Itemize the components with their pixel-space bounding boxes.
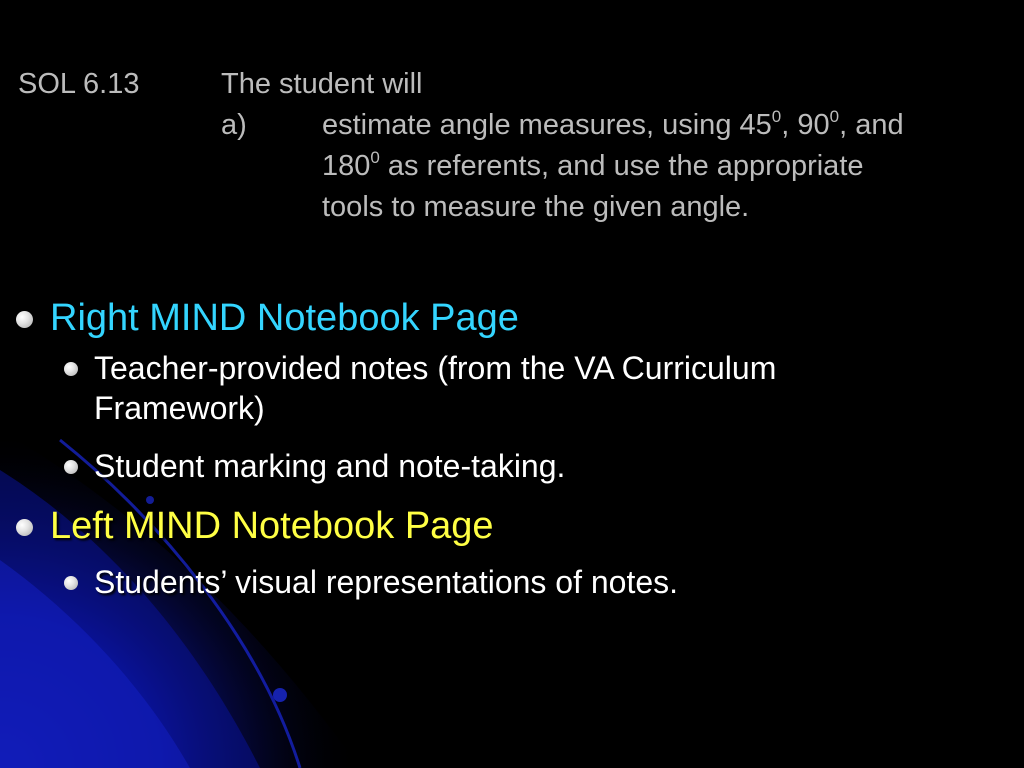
- bullet-left-notebook: [14, 504, 954, 548]
- subbullet-teacher-notes: [14, 348, 954, 428]
- sol-intro: The student will: [221, 68, 423, 100]
- subbullet-dot-icon: [64, 576, 78, 590]
- bullet-dot-icon: [16, 519, 33, 536]
- bullet-dot-icon: [16, 311, 33, 328]
- sol-code: SOL 6.13: [18, 68, 140, 100]
- subbullet-student-marking: [14, 446, 954, 486]
- subbullet-dot-icon: [64, 362, 78, 376]
- objective-line-2: $180^0$ as referents, and use the appropriate: [322, 148, 864, 182]
- bullet-label: Left MIND Notebook Page: [50, 505, 494, 547]
- subbullet-line: Teacher-provided notes (from the VA Curriculum: [94, 350, 777, 386]
- objective-marker: a): [221, 109, 247, 141]
- subbullet-dot-icon: [64, 460, 78, 474]
- subbullet-line: Framework): [94, 390, 265, 426]
- bullet-list: [14, 296, 954, 602]
- objective-line-3: tools to measure the given angle.: [322, 191, 750, 223]
- subbullet-line: Student marking and note-taking.: [94, 448, 566, 484]
- subbullet-line: Students’ visual representations of notes.: [94, 564, 679, 600]
- objective-line-1: estimate angle measures, using $45^0$, $90^0$, and: [322, 107, 904, 141]
- bullet-right-notebook: [14, 296, 954, 340]
- bullet-label: Right MIND Notebook Page: [50, 297, 519, 339]
- subbullet-visual-representations: [14, 562, 954, 602]
